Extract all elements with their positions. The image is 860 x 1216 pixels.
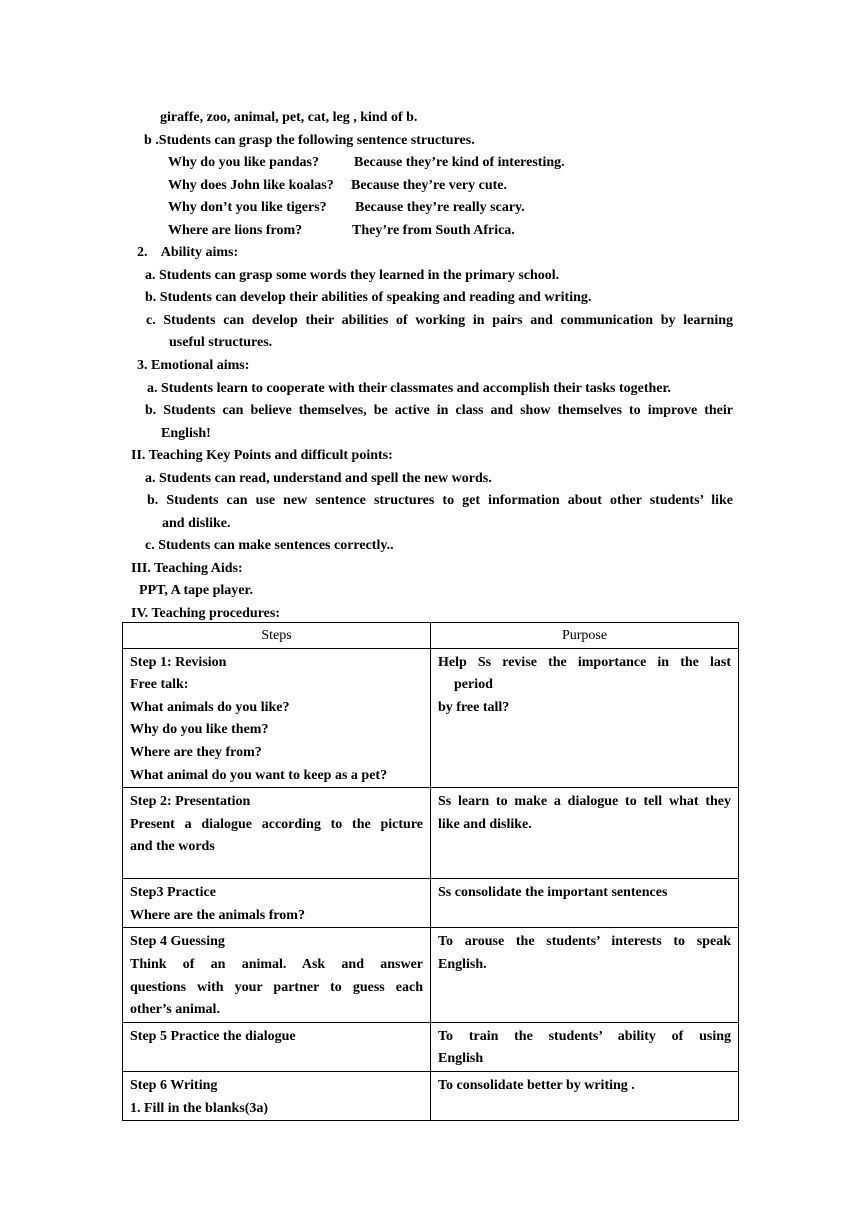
steps-text: questions with your partner to guess each [130,979,423,995]
procedures-heading: IV. Teaching procedures: [131,606,280,621]
purpose-text: To arouse the students’ interests to speak [438,934,731,950]
sentence-question: Why does John like koalas? [168,178,334,193]
steps-text: Step 2: Presentation [130,794,251,810]
steps-text: Present a dialogue according to the picture [130,816,423,832]
column-header-steps: Steps [123,623,431,649]
steps-cell [123,788,431,879]
procedures-table [122,622,739,1121]
table-row [123,1071,739,1120]
key-point-a: a. Students can read, understand and spell the new words. [145,471,492,486]
steps-cell [123,928,431,1022]
steps-cell [123,648,431,788]
steps-text: Step 1: Revision [130,654,227,670]
key-points-heading: II. Teaching Key Points and difficult points: [131,448,393,463]
structures-heading: b .Students can grasp the following sentence structures. [144,133,475,148]
table-row [123,928,739,1022]
purpose-text: Ss learn to make a dialogue to tell what they [438,794,731,810]
steps-text: and the words [130,839,215,855]
sentence-answer: They’re from South Africa. [352,223,515,238]
steps-cell [123,1022,431,1071]
purpose-cell [431,1071,739,1120]
ability-aim-a: a. Students can grasp some words they learned in the primary school. [145,268,560,283]
steps-text: Step3 Practice [130,885,216,901]
purpose-cell [431,648,739,788]
steps-text: What animal do you want to keep as a pet? [130,767,388,783]
steps-text: Think of an animal. Ask and answer [130,956,423,972]
purpose-text: Ss consolidate the important sentences [438,885,668,901]
ability-aim-b: b. Students can develop their abilities of speaking and reading and writing. [145,290,592,305]
sentence-question: Why do you like pandas? [168,155,319,170]
steps-cell [123,879,431,928]
purpose-text: period [454,677,493,693]
teaching-aids-text: PPT, A tape player. [139,583,253,598]
table-row [123,1022,739,1071]
ability-aim-c: c. Students can develop their abilities of working in pairs and communication by learning [146,313,733,328]
steps-text: other’s animal. [130,1002,220,1018]
purpose-text: To consolidate better by writing . [438,1077,635,1093]
key-point-c: c. Students can make sentences correctly.. [145,538,394,553]
purpose-cell [431,928,739,1022]
sentence-question: Where are lions from? [168,223,303,238]
steps-text: What animals do you like? [130,699,290,715]
purpose-text: like and dislike. [438,816,532,832]
steps-text: Where are the animals from? [130,907,305,923]
steps-text: 1. Fill in the blanks(3a) [130,1100,269,1116]
steps-text: Step 6 Writing [130,1077,218,1093]
steps-text: Where are they from? [130,744,262,760]
teaching-aids-heading: III. Teaching Aids: [131,561,243,576]
table-row [123,648,739,788]
purpose-cell [431,879,739,928]
emotional-aim-b: b. Students can believe themselves, be active in class and show themselves to improve their [145,403,733,418]
vocab-line: giraffe, zoo, animal, pet, cat, leg , kind of b. [160,110,418,125]
column-header-purpose: Purpose [431,623,739,649]
steps-text: Step 5 Practice the dialogue [130,1028,296,1044]
table-row [123,788,739,879]
purpose-cell [431,1022,739,1071]
purpose-cell [431,788,739,879]
emotional-aims-heading: 3. Emotional aims: [137,358,250,373]
purpose-text: Help Ss revise the importance in the last [438,654,731,670]
table-header-row [123,623,739,649]
purpose-text: by free tall? [438,699,510,715]
steps-text: Free talk: [130,677,189,693]
purpose-text: English. [438,956,487,972]
table-row [123,879,739,928]
ability-aim-c-cont: useful structures. [169,335,273,350]
emotional-aim-b-cont: English! [161,426,211,441]
steps-text: Step 4 Guessing [130,934,225,950]
purpose-text: English [438,1051,484,1067]
sentence-answer: Because they’re really scary. [355,200,525,215]
key-point-b: b. Students can use new sentence structures to get information about other students’ like [147,493,733,508]
key-point-b-cont: and dislike. [162,516,231,531]
purpose-text: To train the students’ ability of using [438,1028,731,1044]
emotional-aim-a: a. Students learn to cooperate with their classmates and accomplish their tasks together. [147,381,671,396]
sentence-answer: Because they’re very cute. [351,178,508,193]
ability-aims-heading: 2. Ability aims: [137,245,239,260]
steps-text: Why do you like them? [130,722,269,738]
sentence-question: Why don’t you like tigers? [168,200,327,215]
steps-cell [123,1071,431,1120]
sentence-answer: Because they’re kind of interesting. [354,155,565,170]
